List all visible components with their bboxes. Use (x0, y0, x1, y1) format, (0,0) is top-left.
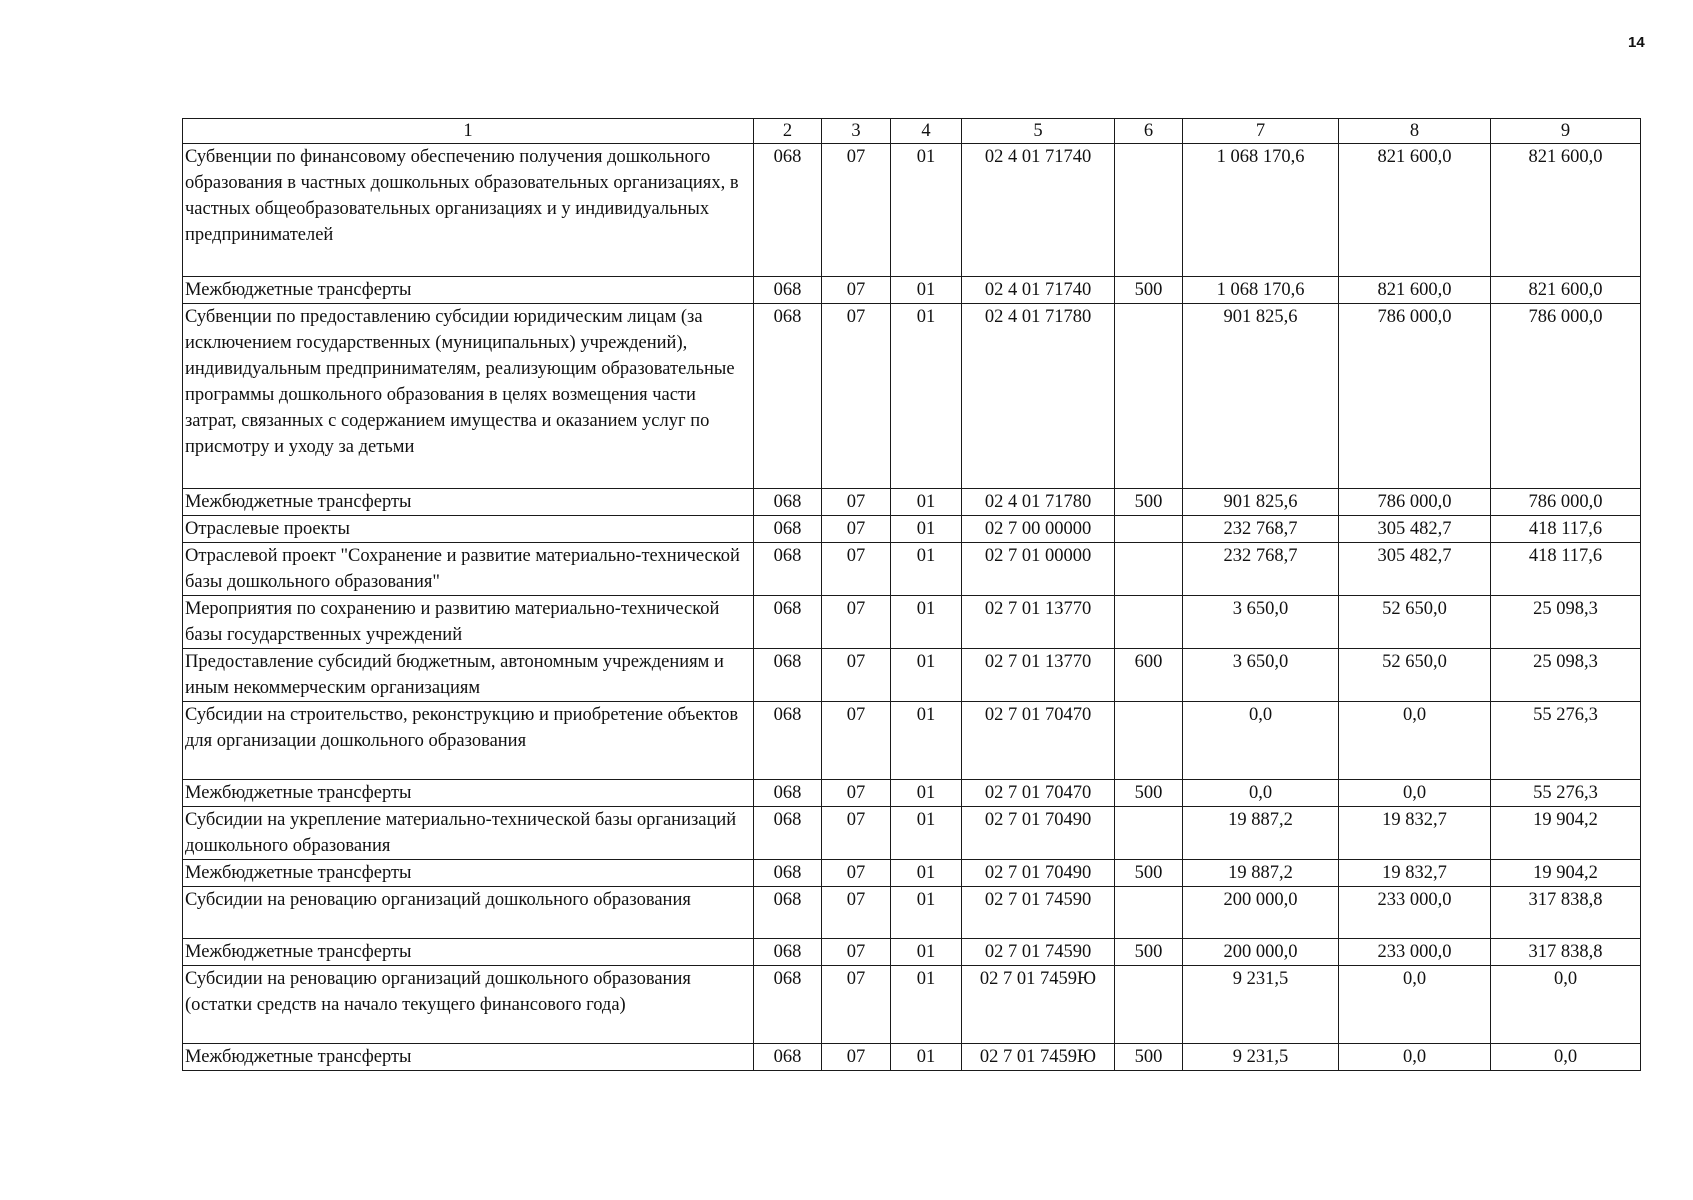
cell-amount-1: 9 231,5 (1183, 966, 1339, 1044)
cell-section: 07 (822, 780, 891, 807)
cell-amount-1: 200 000,0 (1183, 939, 1339, 966)
cell-expense-type (1115, 887, 1183, 939)
cell-subsection: 01 (891, 780, 962, 807)
cell-amount-1: 1 068 170,6 (1183, 277, 1339, 304)
table-row (183, 543, 1641, 596)
cell-section: 07 (822, 304, 891, 489)
cell-target-article: 02 7 01 74590 (962, 939, 1115, 966)
table-row (183, 702, 1641, 780)
cell-subsection: 01 (891, 860, 962, 887)
cell-amount-1: 3 650,0 (1183, 596, 1339, 649)
cell-target-article: 02 7 01 13770 (962, 649, 1115, 702)
cell-amount-1: 901 825,6 (1183, 489, 1339, 516)
header-cell: 4 (891, 119, 962, 144)
cell-admin-code: 068 (754, 780, 822, 807)
cell-admin-code: 068 (754, 966, 822, 1044)
cell-admin-code: 068 (754, 304, 822, 489)
cell-amount-3: 418 117,6 (1491, 516, 1641, 543)
cell-expense-type (1115, 516, 1183, 543)
header-cell: 8 (1339, 119, 1491, 144)
cell-admin-code: 068 (754, 516, 822, 543)
cell-expense-type (1115, 807, 1183, 860)
cell-subsection: 01 (891, 489, 962, 516)
cell-subsection: 01 (891, 543, 962, 596)
cell-section: 07 (822, 1044, 891, 1071)
cell-amount-2: 52 650,0 (1339, 596, 1491, 649)
cell-subsection: 01 (891, 304, 962, 489)
cell-expense-type (1115, 543, 1183, 596)
row-name: Субсидии на укрепление материально-технической базы организаций дошкольного образования (183, 807, 754, 860)
row-name: Субсидии на реновацию организаций дошкольного образования (183, 887, 754, 939)
cell-target-article: 02 7 01 70470 (962, 702, 1115, 780)
cell-section: 07 (822, 887, 891, 939)
cell-amount-2: 305 482,7 (1339, 543, 1491, 596)
cell-subsection: 01 (891, 966, 962, 1044)
cell-amount-3: 821 600,0 (1491, 277, 1641, 304)
cell-amount-3: 786 000,0 (1491, 489, 1641, 516)
cell-amount-2: 786 000,0 (1339, 304, 1491, 489)
table-row (183, 304, 1641, 489)
cell-amount-3: 317 838,8 (1491, 887, 1641, 939)
cell-subsection: 01 (891, 807, 962, 860)
row-name: Отраслевой проект "Сохранение и развитие материально-технической базы дошкольного образования" (183, 543, 754, 596)
cell-amount-1: 232 768,7 (1183, 516, 1339, 543)
cell-target-article: 02 7 01 70490 (962, 807, 1115, 860)
cell-amount-2: 19 832,7 (1339, 807, 1491, 860)
cell-amount-2: 786 000,0 (1339, 489, 1491, 516)
header-cell: 6 (1115, 119, 1183, 144)
cell-expense-type (1115, 966, 1183, 1044)
table-row (183, 516, 1641, 543)
cell-expense-type (1115, 144, 1183, 277)
header-cell: 2 (754, 119, 822, 144)
header-cell: 5 (962, 119, 1115, 144)
cell-subsection: 01 (891, 1044, 962, 1071)
table-row (183, 649, 1641, 702)
cell-admin-code: 068 (754, 860, 822, 887)
cell-admin-code: 068 (754, 277, 822, 304)
cell-amount-1: 9 231,5 (1183, 1044, 1339, 1071)
cell-expense-type: 500 (1115, 1044, 1183, 1071)
cell-expense-type: 500 (1115, 277, 1183, 304)
cell-amount-3: 55 276,3 (1491, 780, 1641, 807)
table-row (183, 144, 1641, 277)
row-name: Мероприятия по сохранению и развитию материально-технической базы государственных учреждений (183, 596, 754, 649)
cell-amount-2: 0,0 (1339, 702, 1491, 780)
cell-amount-3: 0,0 (1491, 966, 1641, 1044)
cell-target-article: 02 7 01 00000 (962, 543, 1115, 596)
cell-amount-2: 233 000,0 (1339, 887, 1491, 939)
cell-amount-2: 0,0 (1339, 1044, 1491, 1071)
cell-section: 07 (822, 489, 891, 516)
table-row (183, 277, 1641, 304)
row-name: Предоставление субсидий бюджетным, автономным учреждениям и иным некоммерческим организациям (183, 649, 754, 702)
row-name: Субсидии на строительство, реконструкцию и приобретение объектов для организации дошкольного образования (183, 702, 754, 780)
cell-target-article: 02 7 01 74590 (962, 887, 1115, 939)
table-row (183, 860, 1641, 887)
cell-admin-code: 068 (754, 1044, 822, 1071)
cell-subsection: 01 (891, 277, 962, 304)
row-name: Межбюджетные трансферты (183, 277, 754, 304)
cell-target-article: 02 7 01 7459Ю (962, 1044, 1115, 1071)
row-name: Субвенции по предоставлению субсидии юридическим лицам (за исключением государственных (муниципальных) учреждений), индивидуальным предпринимателям, реализующим образовательные программы дошкольного образования в целях возмещения части затрат, связанных с содержанием имущества и оказанием услуг по присмотру и уходу за детьми (183, 304, 754, 489)
cell-subsection: 01 (891, 649, 962, 702)
cell-amount-3: 821 600,0 (1491, 144, 1641, 277)
cell-amount-2: 821 600,0 (1339, 144, 1491, 277)
table-row (183, 780, 1641, 807)
row-name: Отраслевые проекты (183, 516, 754, 543)
cell-expense-type (1115, 702, 1183, 780)
cell-section: 07 (822, 596, 891, 649)
cell-amount-3: 25 098,3 (1491, 649, 1641, 702)
cell-expense-type: 500 (1115, 780, 1183, 807)
cell-section: 07 (822, 649, 891, 702)
header-cell: 3 (822, 119, 891, 144)
cell-expense-type: 500 (1115, 860, 1183, 887)
cell-subsection: 01 (891, 516, 962, 543)
header-cell: 1 (183, 119, 754, 144)
cell-amount-1: 1 068 170,6 (1183, 144, 1339, 277)
cell-amount-2: 305 482,7 (1339, 516, 1491, 543)
table-row (183, 966, 1641, 1044)
cell-subsection: 01 (891, 702, 962, 780)
cell-amount-1: 19 887,2 (1183, 807, 1339, 860)
row-name: Межбюджетные трансферты (183, 939, 754, 966)
cell-subsection: 01 (891, 887, 962, 939)
page-number: 14 (1628, 34, 1645, 51)
table-row (183, 807, 1641, 860)
cell-admin-code: 068 (754, 144, 822, 277)
cell-amount-2: 0,0 (1339, 780, 1491, 807)
cell-target-article: 02 7 01 70470 (962, 780, 1115, 807)
cell-target-article: 02 4 01 71780 (962, 304, 1115, 489)
cell-section: 07 (822, 277, 891, 304)
cell-amount-3: 25 098,3 (1491, 596, 1641, 649)
table-row (183, 596, 1641, 649)
table-row (183, 939, 1641, 966)
cell-target-article: 02 7 01 70490 (962, 860, 1115, 887)
cell-section: 07 (822, 144, 891, 277)
row-name: Субсидии на реновацию организаций дошкольного образования (остатки средств на начало текущего финансового года) (183, 966, 754, 1044)
row-name: Межбюджетные трансферты (183, 489, 754, 516)
cell-amount-2: 821 600,0 (1339, 277, 1491, 304)
cell-expense-type: 500 (1115, 939, 1183, 966)
table-header-row (183, 119, 1641, 144)
budget-table (182, 118, 1641, 1071)
cell-subsection: 01 (891, 939, 962, 966)
cell-admin-code: 068 (754, 702, 822, 780)
cell-expense-type (1115, 304, 1183, 489)
cell-target-article: 02 7 00 00000 (962, 516, 1115, 543)
cell-target-article: 02 7 01 13770 (962, 596, 1115, 649)
cell-section: 07 (822, 860, 891, 887)
cell-section: 07 (822, 543, 891, 596)
cell-section: 07 (822, 807, 891, 860)
cell-section: 07 (822, 702, 891, 780)
cell-admin-code: 068 (754, 807, 822, 860)
cell-expense-type: 600 (1115, 649, 1183, 702)
cell-amount-1: 19 887,2 (1183, 860, 1339, 887)
cell-amount-3: 0,0 (1491, 1044, 1641, 1071)
cell-amount-1: 0,0 (1183, 780, 1339, 807)
cell-expense-type (1115, 596, 1183, 649)
cell-amount-1: 0,0 (1183, 702, 1339, 780)
row-name: Межбюджетные трансферты (183, 1044, 754, 1071)
header-cell: 9 (1491, 119, 1641, 144)
cell-admin-code: 068 (754, 543, 822, 596)
cell-amount-2: 0,0 (1339, 966, 1491, 1044)
cell-amount-3: 418 117,6 (1491, 543, 1641, 596)
cell-amount-3: 786 000,0 (1491, 304, 1641, 489)
cell-amount-1: 3 650,0 (1183, 649, 1339, 702)
cell-target-article: 02 4 01 71740 (962, 277, 1115, 304)
row-name: Межбюджетные трансферты (183, 860, 754, 887)
cell-amount-1: 200 000,0 (1183, 887, 1339, 939)
cell-amount-1: 901 825,6 (1183, 304, 1339, 489)
cell-admin-code: 068 (754, 649, 822, 702)
header-cell: 7 (1183, 119, 1339, 144)
table-row (183, 887, 1641, 939)
cell-amount-2: 52 650,0 (1339, 649, 1491, 702)
cell-expense-type: 500 (1115, 489, 1183, 516)
table-row (183, 1044, 1641, 1071)
row-name: Межбюджетные трансферты (183, 780, 754, 807)
cell-admin-code: 068 (754, 596, 822, 649)
cell-amount-3: 55 276,3 (1491, 702, 1641, 780)
cell-amount-3: 19 904,2 (1491, 860, 1641, 887)
cell-section: 07 (822, 516, 891, 543)
table-row (183, 489, 1641, 516)
cell-admin-code: 068 (754, 489, 822, 516)
cell-admin-code: 068 (754, 887, 822, 939)
cell-subsection: 01 (891, 596, 962, 649)
cell-subsection: 01 (891, 144, 962, 277)
cell-admin-code: 068 (754, 939, 822, 966)
cell-amount-2: 233 000,0 (1339, 939, 1491, 966)
cell-amount-2: 19 832,7 (1339, 860, 1491, 887)
cell-section: 07 (822, 966, 891, 1044)
cell-section: 07 (822, 939, 891, 966)
cell-target-article: 02 4 01 71780 (962, 489, 1115, 516)
cell-amount-3: 19 904,2 (1491, 807, 1641, 860)
cell-target-article: 02 7 01 7459Ю (962, 966, 1115, 1044)
row-name: Субвенции по финансовому обеспечению получения дошкольного образования в частных дошкольных образовательных организациях, в частных общеобразовательных организациях и у индивидуальных предпринимателей (183, 144, 754, 277)
cell-target-article: 02 4 01 71740 (962, 144, 1115, 277)
cell-amount-3: 317 838,8 (1491, 939, 1641, 966)
cell-amount-1: 232 768,7 (1183, 543, 1339, 596)
